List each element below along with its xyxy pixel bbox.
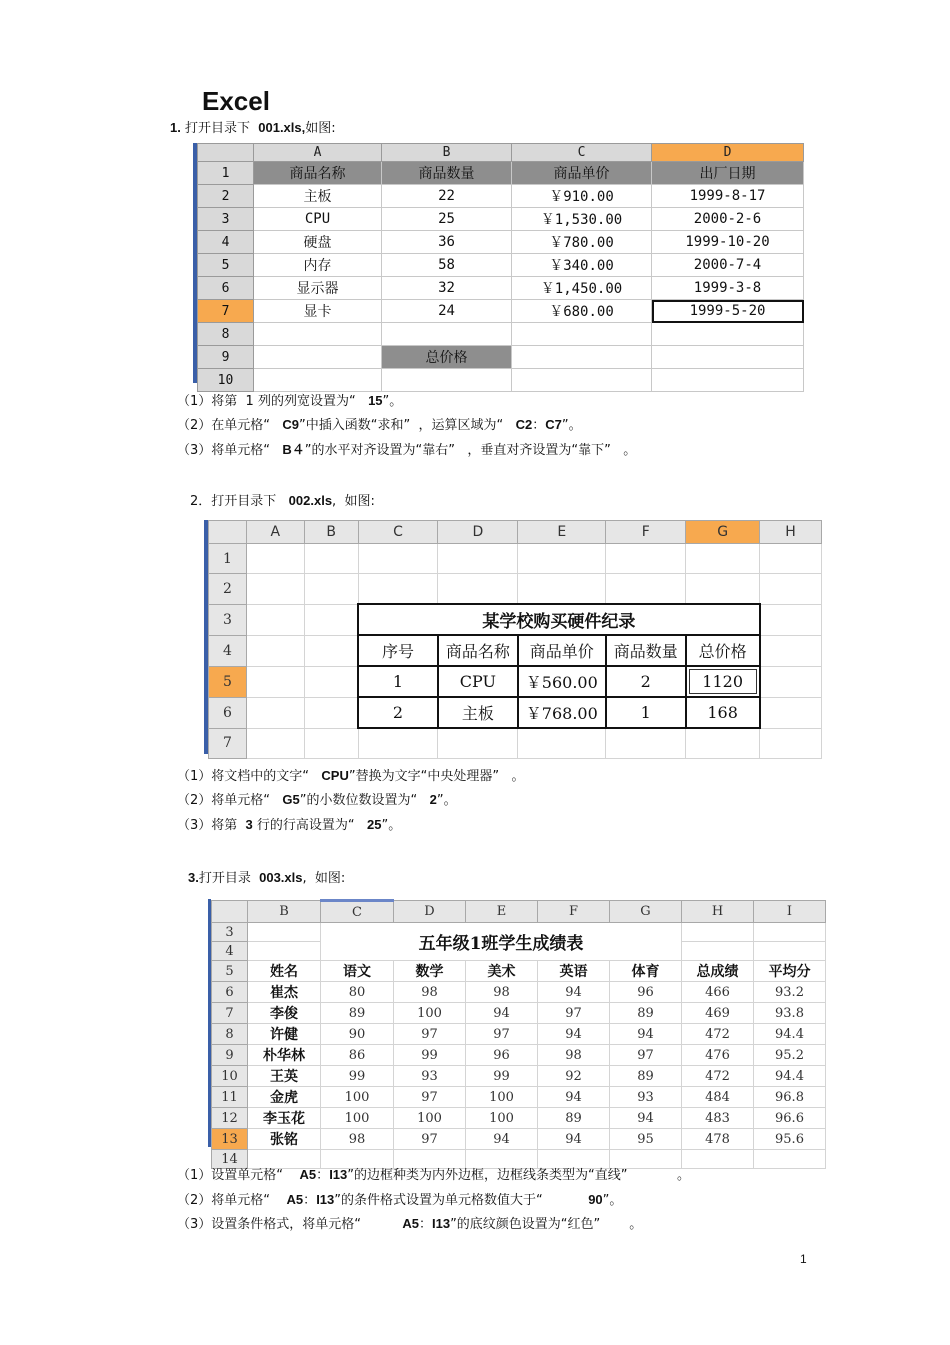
sheet-cell[interactable]: 472: [682, 1066, 754, 1087]
row-header[interactable]: 5: [209, 666, 247, 697]
q2-task-2: [177, 791, 457, 810]
sheet-cell[interactable]: 96.6: [754, 1108, 826, 1129]
task-segment: C7: [545, 417, 562, 432]
row-header[interactable]: 12: [212, 1108, 248, 1129]
task-segment: ”。: [436, 793, 457, 808]
sheet-cell[interactable]: 25: [382, 208, 512, 231]
sheet-cell[interactable]: [754, 942, 826, 961]
corner-cell[interactable]: [209, 521, 247, 544]
task-segment: 90: [588, 1192, 603, 1207]
column-header[interactable]: A: [246, 521, 304, 544]
sheet-cell[interactable]: [754, 1150, 826, 1169]
task-segment: ：: [316, 1168, 330, 1183]
column-header[interactable]: C: [321, 901, 394, 923]
sheet-cell[interactable]: 1999-3-8: [652, 277, 804, 300]
sheet-cell[interactable]: 95: [610, 1129, 682, 1150]
q1-task-2: [177, 416, 582, 435]
spreadsheet-003-screenshot: [208, 899, 831, 1167]
sheet-cell[interactable]: CPU: [438, 666, 518, 697]
sheet-cell[interactable]: 95.6: [754, 1129, 826, 1150]
sheet-cell[interactable]: 32: [382, 277, 512, 300]
sheet-cell[interactable]: [512, 323, 652, 346]
sheet-cell[interactable]: [760, 697, 822, 728]
sheet-cell[interactable]: 80: [321, 982, 394, 1003]
sheet-cell[interactable]: 1: [606, 697, 686, 728]
row-header[interactable]: 6: [209, 697, 247, 728]
q3-task-3: [177, 1215, 642, 1234]
question-1-text-end: 如图:: [305, 121, 336, 136]
task-segment: （3）将单元格“: [177, 443, 283, 458]
task-segment: ”的小数位数设置为“: [299, 793, 430, 808]
sheet-cell[interactable]: 94: [610, 1108, 682, 1129]
sheet-cell[interactable]: [760, 728, 822, 759]
sheet-cell[interactable]: 崔杰: [248, 982, 321, 1003]
task-segment: 25: [367, 817, 382, 832]
sheet-cell[interactable]: 93: [610, 1087, 682, 1108]
column-header[interactable]: B: [248, 901, 321, 923]
task-segment: ：: [303, 1193, 317, 1208]
sheet-cell[interactable]: 96: [610, 982, 682, 1003]
sheet-cell[interactable]: CPU: [254, 208, 382, 231]
row-header[interactable]: 4: [209, 635, 247, 666]
sheet-cell[interactable]: [246, 666, 304, 697]
task-segment: ”的水平对齐设置为“靠右” ，垂直对齐设置为“靠下” 。: [304, 443, 637, 458]
task-segment: ”的底纹颜色设置为“红色” 。: [450, 1217, 643, 1232]
sheet-cell[interactable]: [382, 323, 512, 346]
sheet-cell[interactable]: [518, 574, 606, 605]
question-2-text-end: , 如图:: [332, 494, 375, 509]
sheet-cell[interactable]: 100: [466, 1087, 538, 1108]
question-1-text: 打开目录下: [180, 121, 259, 136]
sheet-cell[interactable]: [304, 635, 358, 666]
sheet-cell[interactable]: 李俊: [248, 1003, 321, 1024]
sheet-cell[interactable]: 99: [394, 1045, 466, 1066]
sheet-cell[interactable]: 476: [682, 1045, 754, 1066]
q2-task-3: [177, 816, 401, 835]
sheet-cell[interactable]: 92: [538, 1066, 610, 1087]
sheet-cell[interactable]: 商品名称: [438, 635, 518, 666]
sheet-cell[interactable]: 姓名: [248, 961, 321, 982]
question-1-heading: [170, 119, 336, 138]
task-segment: ”的条件格式设置为单元格数值大于“: [334, 1193, 589, 1208]
sheet-cell[interactable]: 94: [538, 1129, 610, 1150]
sheet-cell[interactable]: 97: [394, 1129, 466, 1150]
sheet-cell[interactable]: 98: [466, 982, 538, 1003]
sheet-cell[interactable]: 2000-2-6: [652, 208, 804, 231]
sheet-cell[interactable]: 168: [686, 697, 760, 728]
sheet-cell[interactable]: [358, 574, 438, 605]
sheet-cell[interactable]: 94: [538, 1087, 610, 1108]
sheet-cell[interactable]: 1120: [686, 666, 760, 697]
row-header[interactable]: 1: [209, 544, 247, 574]
sheet-cell[interactable]: [754, 923, 826, 942]
q2-task-1: [177, 767, 524, 786]
sheet-cell[interactable]: [760, 544, 822, 574]
task-segment: A5: [299, 1167, 317, 1182]
row-header[interactable]: 3: [212, 923, 248, 942]
sheet-cell[interactable]: 97: [610, 1045, 682, 1066]
q1-task-1: [177, 392, 402, 411]
sheet-cell[interactable]: 94: [466, 1003, 538, 1024]
row-header[interactable]: 7: [209, 728, 247, 759]
sheet-cell[interactable]: 内存: [254, 254, 382, 277]
task-segment: CPU: [321, 768, 349, 783]
sheet-cell[interactable]: [304, 604, 358, 635]
sheet-cell[interactable]: [304, 697, 358, 728]
sheet-cell[interactable]: 94.4: [754, 1024, 826, 1045]
sheet-cell[interactable]: ￥910.00: [512, 185, 652, 208]
row-header[interactable]: 2: [209, 574, 247, 605]
sheet-cell[interactable]: [652, 346, 804, 369]
row-header[interactable]: 1: [198, 162, 254, 185]
task-segment: C2: [515, 417, 533, 432]
task-segment: 3: [245, 817, 253, 832]
task-segment: A5: [402, 1216, 419, 1231]
sheet-cell[interactable]: 出厂日期: [652, 162, 804, 185]
sheet-cell[interactable]: 2: [358, 697, 438, 728]
task-segment: ”。: [561, 418, 582, 433]
sheet-cell[interactable]: 平均分: [754, 961, 826, 982]
q3-task-2: [177, 1191, 622, 1210]
row-header[interactable]: 5: [212, 961, 248, 982]
sheet-cell[interactable]: 硬盘: [254, 231, 382, 254]
task-segment: I13: [431, 1216, 451, 1231]
task-segment: （1）将文档中的文字“: [177, 769, 322, 784]
sheet-cell[interactable]: 96.8: [754, 1087, 826, 1108]
column-header[interactable]: D: [394, 901, 466, 923]
column-header[interactable]: A: [254, 144, 382, 162]
column-header[interactable]: B: [382, 144, 512, 162]
sheet-cell[interactable]: 89: [610, 1066, 682, 1087]
column-header[interactable]: H: [760, 521, 822, 544]
sheet-cell[interactable]: 金虎: [248, 1087, 321, 1108]
task-segment: C9: [282, 417, 300, 432]
column-header[interactable]: D: [438, 521, 518, 544]
task-segment: ：: [418, 1217, 432, 1232]
task-segment: （3）将第: [177, 818, 246, 833]
sheet-cell[interactable]: [606, 574, 686, 605]
sheet-cell[interactable]: [246, 544, 304, 574]
sheet-cell[interactable]: [248, 923, 321, 942]
sheet-cell[interactable]: 体育: [610, 961, 682, 982]
task-segment: 15: [368, 393, 383, 408]
sheet-cell[interactable]: 98: [538, 1045, 610, 1066]
spreadsheet-001-screenshot: [193, 143, 807, 388]
row-header[interactable]: 14: [212, 1150, 248, 1169]
sheet-cell[interactable]: [254, 346, 382, 369]
sheet-cell[interactable]: 22: [382, 185, 512, 208]
sheet-cell[interactable]: 478: [682, 1129, 754, 1150]
spreadsheet-002-screenshot: [204, 520, 822, 754]
row-header[interactable]: 4: [198, 231, 254, 254]
sheet-cell[interactable]: [246, 635, 304, 666]
task-segment: ”。: [381, 818, 402, 833]
page-number: 1: [800, 1252, 807, 1266]
row-header[interactable]: 4: [212, 942, 248, 961]
sheet-cell[interactable]: 商品数量: [382, 162, 512, 185]
document-title: Excel: [202, 86, 270, 116]
corner-cell[interactable]: [212, 901, 248, 923]
sheet-cell[interactable]: [254, 323, 382, 346]
sheet-cell[interactable]: [304, 728, 358, 759]
sheet-cell[interactable]: 466: [682, 982, 754, 1003]
sheet-cell[interactable]: 99: [321, 1066, 394, 1087]
sheet-cell[interactable]: 484: [682, 1087, 754, 1108]
sheet-cell[interactable]: [438, 544, 518, 574]
sheet-cell[interactable]: 语文: [321, 961, 394, 982]
sheet-cell[interactable]: 张铭: [248, 1129, 321, 1150]
sheet-cell[interactable]: 朴华林: [248, 1045, 321, 1066]
sheet-cell[interactable]: [682, 942, 754, 961]
sheet-cell[interactable]: [686, 574, 760, 605]
sheet-cell[interactable]: ￥1,450.00: [512, 277, 652, 300]
sheet-cell[interactable]: 总成绩: [682, 961, 754, 982]
sheet-cell[interactable]: [246, 604, 304, 635]
task-segment: （2）在单元格“: [177, 418, 283, 433]
task-segment: ：: [532, 418, 546, 433]
sheet-cell[interactable]: 98: [394, 982, 466, 1003]
column-header[interactable]: F: [538, 901, 610, 923]
task-segment: （2）将单元格“: [177, 1193, 287, 1208]
sheet-cell[interactable]: 显示器: [254, 277, 382, 300]
sheet-cell[interactable]: [246, 574, 304, 605]
task-segment: （3）设置条件格式，将单元格“: [177, 1217, 403, 1232]
sheet-cell[interactable]: ￥680.00: [512, 300, 652, 323]
table-title-cell[interactable]: 五年级1班学生成绩表: [321, 923, 682, 961]
row-header[interactable]: 13: [212, 1129, 248, 1150]
sheet-cell[interactable]: [512, 369, 652, 392]
sheet-cell[interactable]: [512, 346, 652, 369]
sheet-cell[interactable]: 89: [321, 1003, 394, 1024]
question-1-filename: 001.xls,: [258, 120, 306, 135]
task-segment: I13: [316, 1192, 335, 1207]
sheet-cell[interactable]: 58: [382, 254, 512, 277]
task-segment: （1）设置单元格“: [177, 1168, 300, 1183]
sheet-cell[interactable]: 97: [394, 1024, 466, 1045]
sheet-cell[interactable]: [518, 544, 606, 574]
question-1-number: 1.: [170, 120, 181, 135]
question-3-number: 3.: [188, 870, 199, 885]
sheet-cell[interactable]: 王英: [248, 1066, 321, 1087]
column-header[interactable]: E: [466, 901, 538, 923]
sheet-cell[interactable]: [686, 544, 760, 574]
sheet-cell[interactable]: 100: [321, 1087, 394, 1108]
question-2-filename: 002.xls: [288, 493, 333, 508]
column-header[interactable]: F: [606, 521, 686, 544]
sheet-cell[interactable]: 许健: [248, 1024, 321, 1045]
sheet-cell[interactable]: 93.8: [754, 1003, 826, 1024]
row-header[interactable]: 6: [212, 982, 248, 1003]
column-header[interactable]: E: [518, 521, 606, 544]
column-header[interactable]: C: [358, 521, 438, 544]
sheet-cell[interactable]: [652, 369, 804, 392]
task-segment: 行的行高设置为“: [252, 818, 368, 833]
sheet-cell[interactable]: 98: [321, 1129, 394, 1150]
sheet-cell[interactable]: [518, 728, 606, 759]
task-segment: （1）将第 1 列的列宽设置为“: [177, 394, 369, 409]
sheet-cell[interactable]: 86: [321, 1045, 394, 1066]
sheet-cell[interactable]: [304, 574, 358, 605]
task-segment: A5: [286, 1192, 304, 1207]
sheet-cell[interactable]: 序号: [358, 635, 438, 666]
question-2-text: 2．打开目录下: [190, 494, 289, 509]
row-header[interactable]: 9: [212, 1045, 248, 1066]
sheet-cell[interactable]: 商品数量: [606, 635, 686, 666]
q3-task-1: [177, 1166, 690, 1185]
sheet-cell[interactable]: 90: [321, 1024, 394, 1045]
column-header[interactable]: G: [610, 901, 682, 923]
sheet-cell[interactable]: ￥780.00: [512, 231, 652, 254]
corner-cell[interactable]: [198, 144, 254, 162]
sheet-cell[interactable]: 2: [606, 666, 686, 697]
sheet-cell[interactable]: 469: [682, 1003, 754, 1024]
sheet-cell[interactable]: 95.2: [754, 1045, 826, 1066]
sheet-cell[interactable]: [304, 544, 358, 574]
sheet-cell[interactable]: 商品名称: [254, 162, 382, 185]
sheet-cell[interactable]: 1: [358, 666, 438, 697]
question-3-filename: 003.xls: [259, 870, 303, 885]
sheet-cell[interactable]: [682, 1150, 754, 1169]
sheet-cell[interactable]: 96: [466, 1045, 538, 1066]
sheet-cell[interactable]: 89: [610, 1003, 682, 1024]
sheet-cell[interactable]: 94: [538, 982, 610, 1003]
row-header[interactable]: 6: [198, 277, 254, 300]
task-segment: （2）将单元格“: [177, 793, 283, 808]
column-header[interactable]: C: [512, 144, 652, 162]
sheet-cell[interactable]: 1999-5-20: [652, 300, 804, 323]
sheet-cell[interactable]: 总价格: [686, 635, 760, 666]
sheet-cell[interactable]: 商品单价: [518, 635, 606, 666]
sheet-cell[interactable]: 36: [382, 231, 512, 254]
sheet-cell[interactable]: 主板: [254, 185, 382, 208]
sheet-cell[interactable]: 100: [321, 1108, 394, 1129]
sheet-cell[interactable]: [438, 574, 518, 605]
sheet-cell[interactable]: ￥340.00: [512, 254, 652, 277]
sheet-cell[interactable]: 总价格: [382, 346, 512, 369]
sheet-cell[interactable]: [760, 604, 822, 635]
sheet-cell[interactable]: 97: [466, 1024, 538, 1045]
task-segment: G5: [282, 792, 300, 807]
sheet-cell[interactable]: [606, 728, 686, 759]
task-segment: ”中插入函数“求和” ，运算区域为“: [299, 418, 516, 433]
task-segment: B４: [282, 442, 305, 457]
question-2-heading: [190, 492, 375, 511]
sheet-cell[interactable]: 97: [394, 1087, 466, 1108]
sheet-cell[interactable]: 99: [466, 1066, 538, 1087]
question-3-heading: [188, 869, 345, 888]
task-segment: ”。: [602, 1193, 623, 1208]
sheet-cell[interactable]: [760, 666, 822, 697]
sheet-cell[interactable]: 100: [394, 1108, 466, 1129]
sheet-cell[interactable]: [438, 728, 518, 759]
row-header[interactable]: 3: [209, 604, 247, 635]
sheet-cell[interactable]: ￥768.00: [518, 697, 606, 728]
row-header[interactable]: 8: [212, 1024, 248, 1045]
sheet-cell[interactable]: 94: [538, 1024, 610, 1045]
sheet-cell[interactable]: [606, 544, 686, 574]
sheet-cell[interactable]: 93.2: [754, 982, 826, 1003]
sheet-cell[interactable]: ￥1,530.00: [512, 208, 652, 231]
sheet-cell[interactable]: 89: [538, 1108, 610, 1129]
row-header[interactable]: 5: [198, 254, 254, 277]
sheet-cell[interactable]: 主板: [438, 697, 518, 728]
sheet-cell[interactable]: [382, 369, 512, 392]
sheet-cell[interactable]: [246, 697, 304, 728]
row-header[interactable]: 10: [212, 1066, 248, 1087]
sheet-cell[interactable]: 100: [466, 1108, 538, 1129]
sheet-cell[interactable]: 24: [382, 300, 512, 323]
sheet-cell[interactable]: 商品单价: [512, 162, 652, 185]
column-header[interactable]: D: [652, 144, 804, 162]
sheet-cell[interactable]: 1999-10-20: [652, 231, 804, 254]
sheet-cell[interactable]: 472: [682, 1024, 754, 1045]
column-header[interactable]: I: [754, 901, 826, 923]
table-title-cell[interactable]: 某学校购买硬件纪录: [358, 604, 760, 635]
sheet-cell[interactable]: [358, 544, 438, 574]
sheet-cell[interactable]: 1999-8-17: [652, 185, 804, 208]
sheet-cell[interactable]: [760, 574, 822, 605]
row-header[interactable]: 7: [198, 300, 254, 323]
question-3-text: 打开目录: [198, 871, 260, 886]
sheet-cell[interactable]: 94: [466, 1129, 538, 1150]
sheet-cell[interactable]: 483: [682, 1108, 754, 1129]
task-segment: 2: [429, 792, 437, 807]
sheet-cell[interactable]: 94.4: [754, 1066, 826, 1087]
sheet-cell[interactable]: [304, 666, 358, 697]
column-header[interactable]: H: [682, 901, 754, 923]
column-header[interactable]: G: [686, 521, 760, 544]
sheet-cell[interactable]: 显卡: [254, 300, 382, 323]
sheet-cell[interactable]: ￥560.00: [518, 666, 606, 697]
sheet-cell[interactable]: 2000-7-4: [652, 254, 804, 277]
row-header[interactable]: 10: [198, 369, 254, 392]
column-header[interactable]: B: [304, 521, 358, 544]
sheet-cell[interactable]: 数学: [394, 961, 466, 982]
task-segment: ”的边框种类为内外边框，边框线条类型为“直线” 。: [347, 1168, 691, 1183]
task-segment: ”。: [382, 394, 403, 409]
sheet-cell[interactable]: [652, 323, 804, 346]
sheet-cell[interactable]: 100: [394, 1003, 466, 1024]
sheet-cell[interactable]: [246, 728, 304, 759]
sheet-cell[interactable]: 93: [394, 1066, 466, 1087]
q1-task-3: [177, 441, 636, 460]
task-segment: ”替换为文字“中央处理器” 。: [348, 769, 525, 784]
row-header[interactable]: 11: [212, 1087, 248, 1108]
row-header[interactable]: 8: [198, 323, 254, 346]
question-3-text-end: , 如图:: [302, 871, 346, 886]
sheet-cell[interactable]: [358, 728, 438, 759]
sheet-cell[interactable]: [760, 635, 822, 666]
sheet-cell[interactable]: 94: [610, 1024, 682, 1045]
sheet-cell[interactable]: 美术: [466, 961, 538, 982]
sheet-cell[interactable]: [254, 369, 382, 392]
sheet-cell[interactable]: 97: [538, 1003, 610, 1024]
task-segment: I13: [329, 1167, 348, 1182]
row-header[interactable]: 3: [198, 208, 254, 231]
sheet-cell[interactable]: [248, 942, 321, 961]
row-header[interactable]: 9: [198, 346, 254, 369]
row-header[interactable]: 2: [198, 185, 254, 208]
sheet-cell[interactable]: 英语: [538, 961, 610, 982]
sheet-cell[interactable]: [682, 923, 754, 942]
sheet-cell[interactable]: 李玉花: [248, 1108, 321, 1129]
row-header[interactable]: 7: [212, 1003, 248, 1024]
sheet-cell[interactable]: [686, 728, 760, 759]
